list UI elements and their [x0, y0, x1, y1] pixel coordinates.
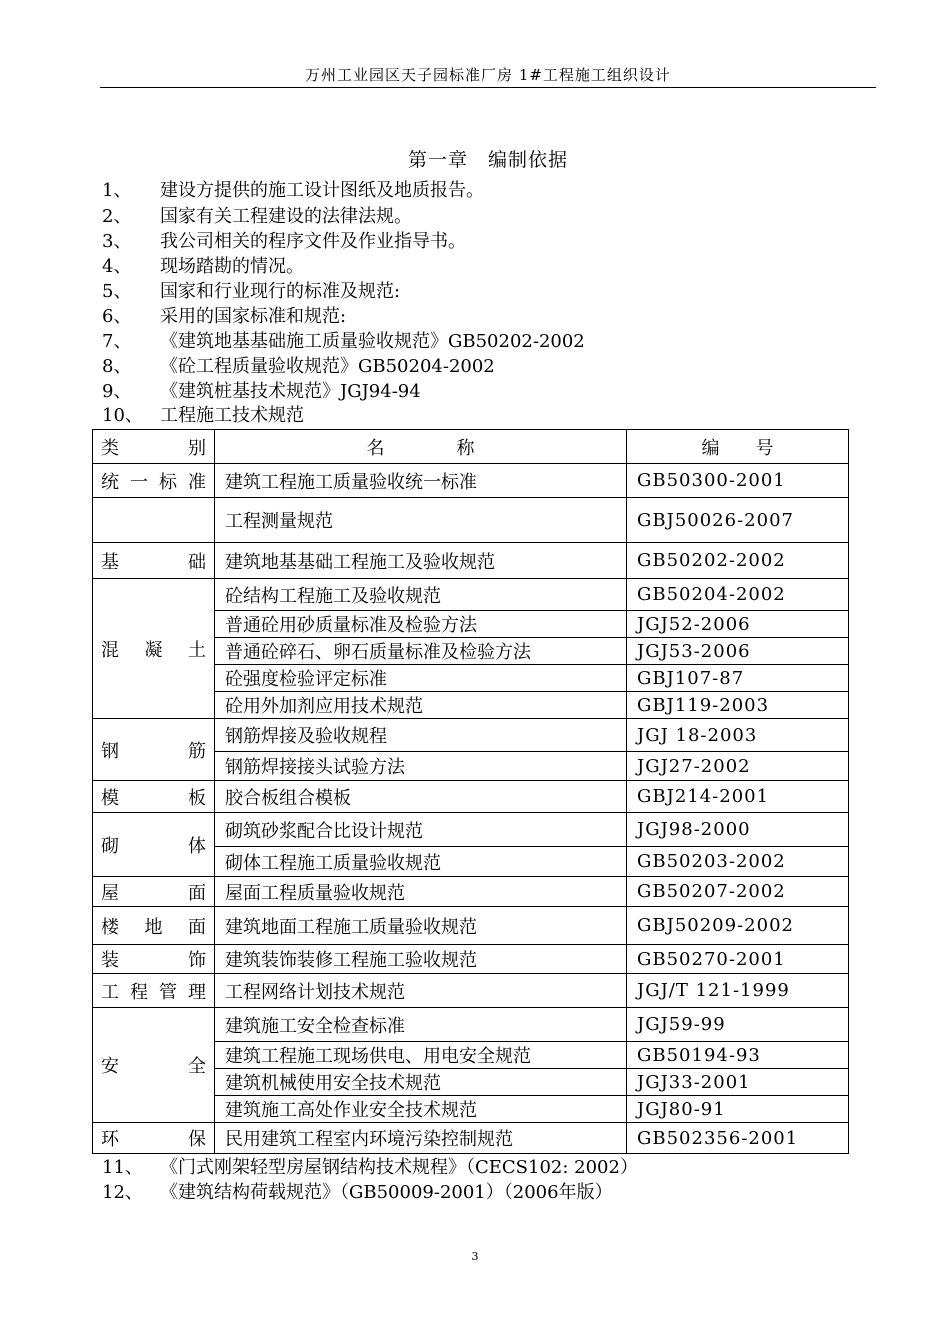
standard-name-cell: 建筑施工安全检查标准 [215, 1008, 627, 1042]
category-text: 砌 体 [101, 835, 206, 857]
standard-code-cell: GB50207-2002 [627, 877, 849, 907]
standard-code-cell: GBJ107-87 [627, 665, 849, 692]
standard-code-cell: JGJ27-2002 [627, 752, 849, 781]
list-item-text: 我公司相关的程序文件及作业指导书。 [160, 231, 466, 252]
standard-code-cell: GB50300-2001 [627, 464, 849, 498]
list-item-number: 6、 [102, 306, 132, 327]
category-cell [93, 813, 215, 877]
standard-name-cell: 建筑地基基础工程施工及验收规范 [215, 543, 627, 579]
list-item-number: 7、 [102, 331, 132, 352]
list-item-text: 《建筑地基基础施工质量验收规范》GB50202-2002 [160, 331, 585, 352]
standard-name-cell: 建筑施工高处作业安全技术规范 [215, 1096, 627, 1123]
category-text: 混 凝 土 [101, 639, 206, 661]
header-rule [100, 87, 876, 88]
standard-name-cell: 砌筑砂浆配合比设计规范 [215, 813, 627, 847]
list-item-text: 工程施工技术规范 [160, 405, 304, 426]
standard-code-cell: GBJ50026-2007 [627, 498, 849, 543]
standard-code-cell: JGJ98-2000 [627, 813, 849, 847]
standard-code-cell: JGJ/T 121-1999 [627, 974, 849, 1008]
standard-name-cell: 工程测量规范 [215, 498, 627, 543]
category-text: 统 一 标 准 [101, 471, 206, 493]
category-cell [93, 781, 215, 813]
list-item-text: 现场踏勘的情况。 [160, 256, 304, 277]
standard-name-cell: 钢筋焊接及验收规程 [215, 719, 627, 752]
list-item-number: 4、 [102, 256, 132, 277]
standard-code-cell: GB50194-93 [627, 1042, 849, 1069]
category-cell [93, 719, 215, 781]
list-item-text: 《建筑结构荷载规范》（GB50009-2001）（2006年版） [160, 1182, 613, 1203]
table-row [93, 907, 849, 945]
list-item-text: 《门式刚架轻型房屋钢结构技术规程》（CECS102: 2002） [160, 1157, 638, 1178]
category-cell [93, 945, 215, 974]
list-item [102, 330, 585, 354]
standard-name-cell: 普通砼碎石、卵石质量标准及检验方法 [215, 638, 627, 665]
category-cell [93, 907, 215, 945]
standard-name-cell: 胶合板组合模板 [215, 781, 627, 813]
list-item [102, 1181, 613, 1205]
category-cell [93, 464, 215, 498]
list-item-text: 《砼工程质量验收规范》GB50204-2002 [160, 356, 495, 377]
category-text: 钢 筋 [101, 740, 206, 762]
standard-name-cell: 建筑工程施工质量验收统一标准 [215, 464, 627, 498]
category-text: 安 全 [101, 1056, 206, 1077]
list-item [102, 179, 484, 203]
list-item [102, 205, 412, 229]
standard-name-cell: 建筑装饰装修工程施工验收规范 [215, 945, 627, 974]
standard-name-cell: 建筑机械使用安全技术规范 [215, 1069, 627, 1096]
standard-name-cell: 钢筋焊接接头试验方法 [215, 752, 627, 781]
list-item [102, 355, 495, 379]
standard-code-cell: GB502356-2001 [627, 1123, 849, 1154]
category-cell [93, 974, 215, 1008]
list-item-text: 《建筑桩基技术规范》JGJ94-94 [160, 381, 421, 402]
list-item-number: 10、 [102, 405, 143, 426]
category-cell [93, 877, 215, 907]
chapter-title: 第一章 编制依据 [407, 149, 568, 171]
list-item-number: 2、 [102, 206, 132, 227]
table-row [93, 498, 849, 543]
table-row [93, 579, 849, 611]
standard-code-cell: GBJ50209-2002 [627, 907, 849, 945]
standard-code-cell: JGJ 18-2003 [627, 719, 849, 752]
category-text: 楼 地 面 [101, 916, 206, 938]
category-cell [93, 1123, 215, 1154]
list-item-number: 5、 [102, 281, 132, 302]
list-item [102, 305, 346, 329]
list-item [102, 1156, 638, 1180]
list-item-text: 国家和行业现行的标准及规范: [160, 281, 401, 302]
list-item-number: 9、 [102, 381, 132, 402]
standard-name-cell: 普通砼用砂质量标准及检验方法 [215, 611, 627, 638]
category-cell [93, 1008, 215, 1123]
list-item-number: 3、 [102, 231, 132, 252]
category-text: 装 饰 [101, 950, 206, 971]
standard-name-cell: 砼结构工程施工及验收规范 [215, 579, 627, 611]
standard-code-cell: JGJ33-2001 [627, 1069, 849, 1096]
standard-name-cell: 砼强度检验评定标准 [215, 665, 627, 692]
standard-code-cell: JGJ53-2006 [627, 638, 849, 665]
standard-code-cell: GBJ119-2003 [627, 692, 849, 719]
standard-code-cell: JGJ52-2006 [627, 611, 849, 638]
table-row [93, 974, 849, 1008]
table-row [93, 719, 849, 752]
list-item-text: 建设方提供的施工设计图纸及地质报告。 [160, 180, 484, 201]
standard-name-cell: 建筑地面工程施工质量验收规范 [215, 907, 627, 945]
table-row [93, 543, 849, 579]
standard-name-cell: 工程网络计划技术规范 [215, 974, 627, 1008]
category-text: 环 保 [101, 1129, 206, 1150]
standards-table [92, 429, 849, 1154]
standard-code-cell: GBJ214-2001 [627, 781, 849, 813]
standard-code-cell: JGJ59-99 [627, 1008, 849, 1042]
list-item [102, 380, 421, 404]
header-category: 类 别 [93, 430, 215, 464]
table-row [93, 781, 849, 813]
list-item [102, 255, 304, 279]
standard-name-cell: 砼用外加剂应用技术规范 [215, 692, 627, 719]
category-cell [93, 579, 215, 719]
list-item-number: 8、 [102, 356, 132, 377]
category-cell [93, 543, 215, 579]
list-item [102, 230, 466, 254]
table-row [93, 464, 849, 498]
list-item-number: 1、 [102, 180, 132, 201]
table-row [93, 813, 849, 847]
table-row [93, 1008, 849, 1042]
standard-code-cell: GB50202-2002 [627, 543, 849, 579]
list-item-text: 国家有关工程建设的法律法规。 [160, 206, 412, 227]
list-item [102, 280, 400, 304]
category-text: 模 板 [101, 787, 206, 809]
category-text: 屋 面 [101, 882, 206, 904]
list-item-number: 12、 [102, 1182, 143, 1203]
standard-code-cell: GB50203-2002 [627, 847, 849, 877]
list-item-text: 采用的国家标准和规范: [160, 306, 347, 327]
standard-code-cell: GB50204-2002 [627, 579, 849, 611]
list-item-number: 11、 [102, 1157, 143, 1178]
standard-name-cell: 屋面工程质量验收规范 [215, 877, 627, 907]
page-header: 万州工业园区天子园标准厂房 1#工程施工组织设计 [305, 66, 671, 84]
list-item [102, 404, 304, 428]
table-row [93, 945, 849, 974]
standard-code-cell: GB50270-2001 [627, 945, 849, 974]
page-number: 3 [471, 1250, 479, 1263]
standard-name-cell: 砌体工程施工质量验收规范 [215, 847, 627, 877]
table-row [93, 877, 849, 907]
table-row [93, 1123, 849, 1154]
category-cell [93, 498, 215, 543]
header-name: 名 称 [215, 430, 627, 464]
standard-code-cell: JGJ80-91 [627, 1096, 849, 1123]
category-text: 基 础 [101, 551, 206, 573]
header-code: 编 号 [627, 430, 849, 464]
standard-name-cell: 民用建筑工程室内环境污染控制规范 [215, 1123, 627, 1154]
table-header-row [93, 430, 849, 464]
standard-name-cell: 建筑工程施工现场供电、用电安全规范 [215, 1042, 627, 1069]
category-text: 工 程 管 理 [101, 981, 206, 1003]
